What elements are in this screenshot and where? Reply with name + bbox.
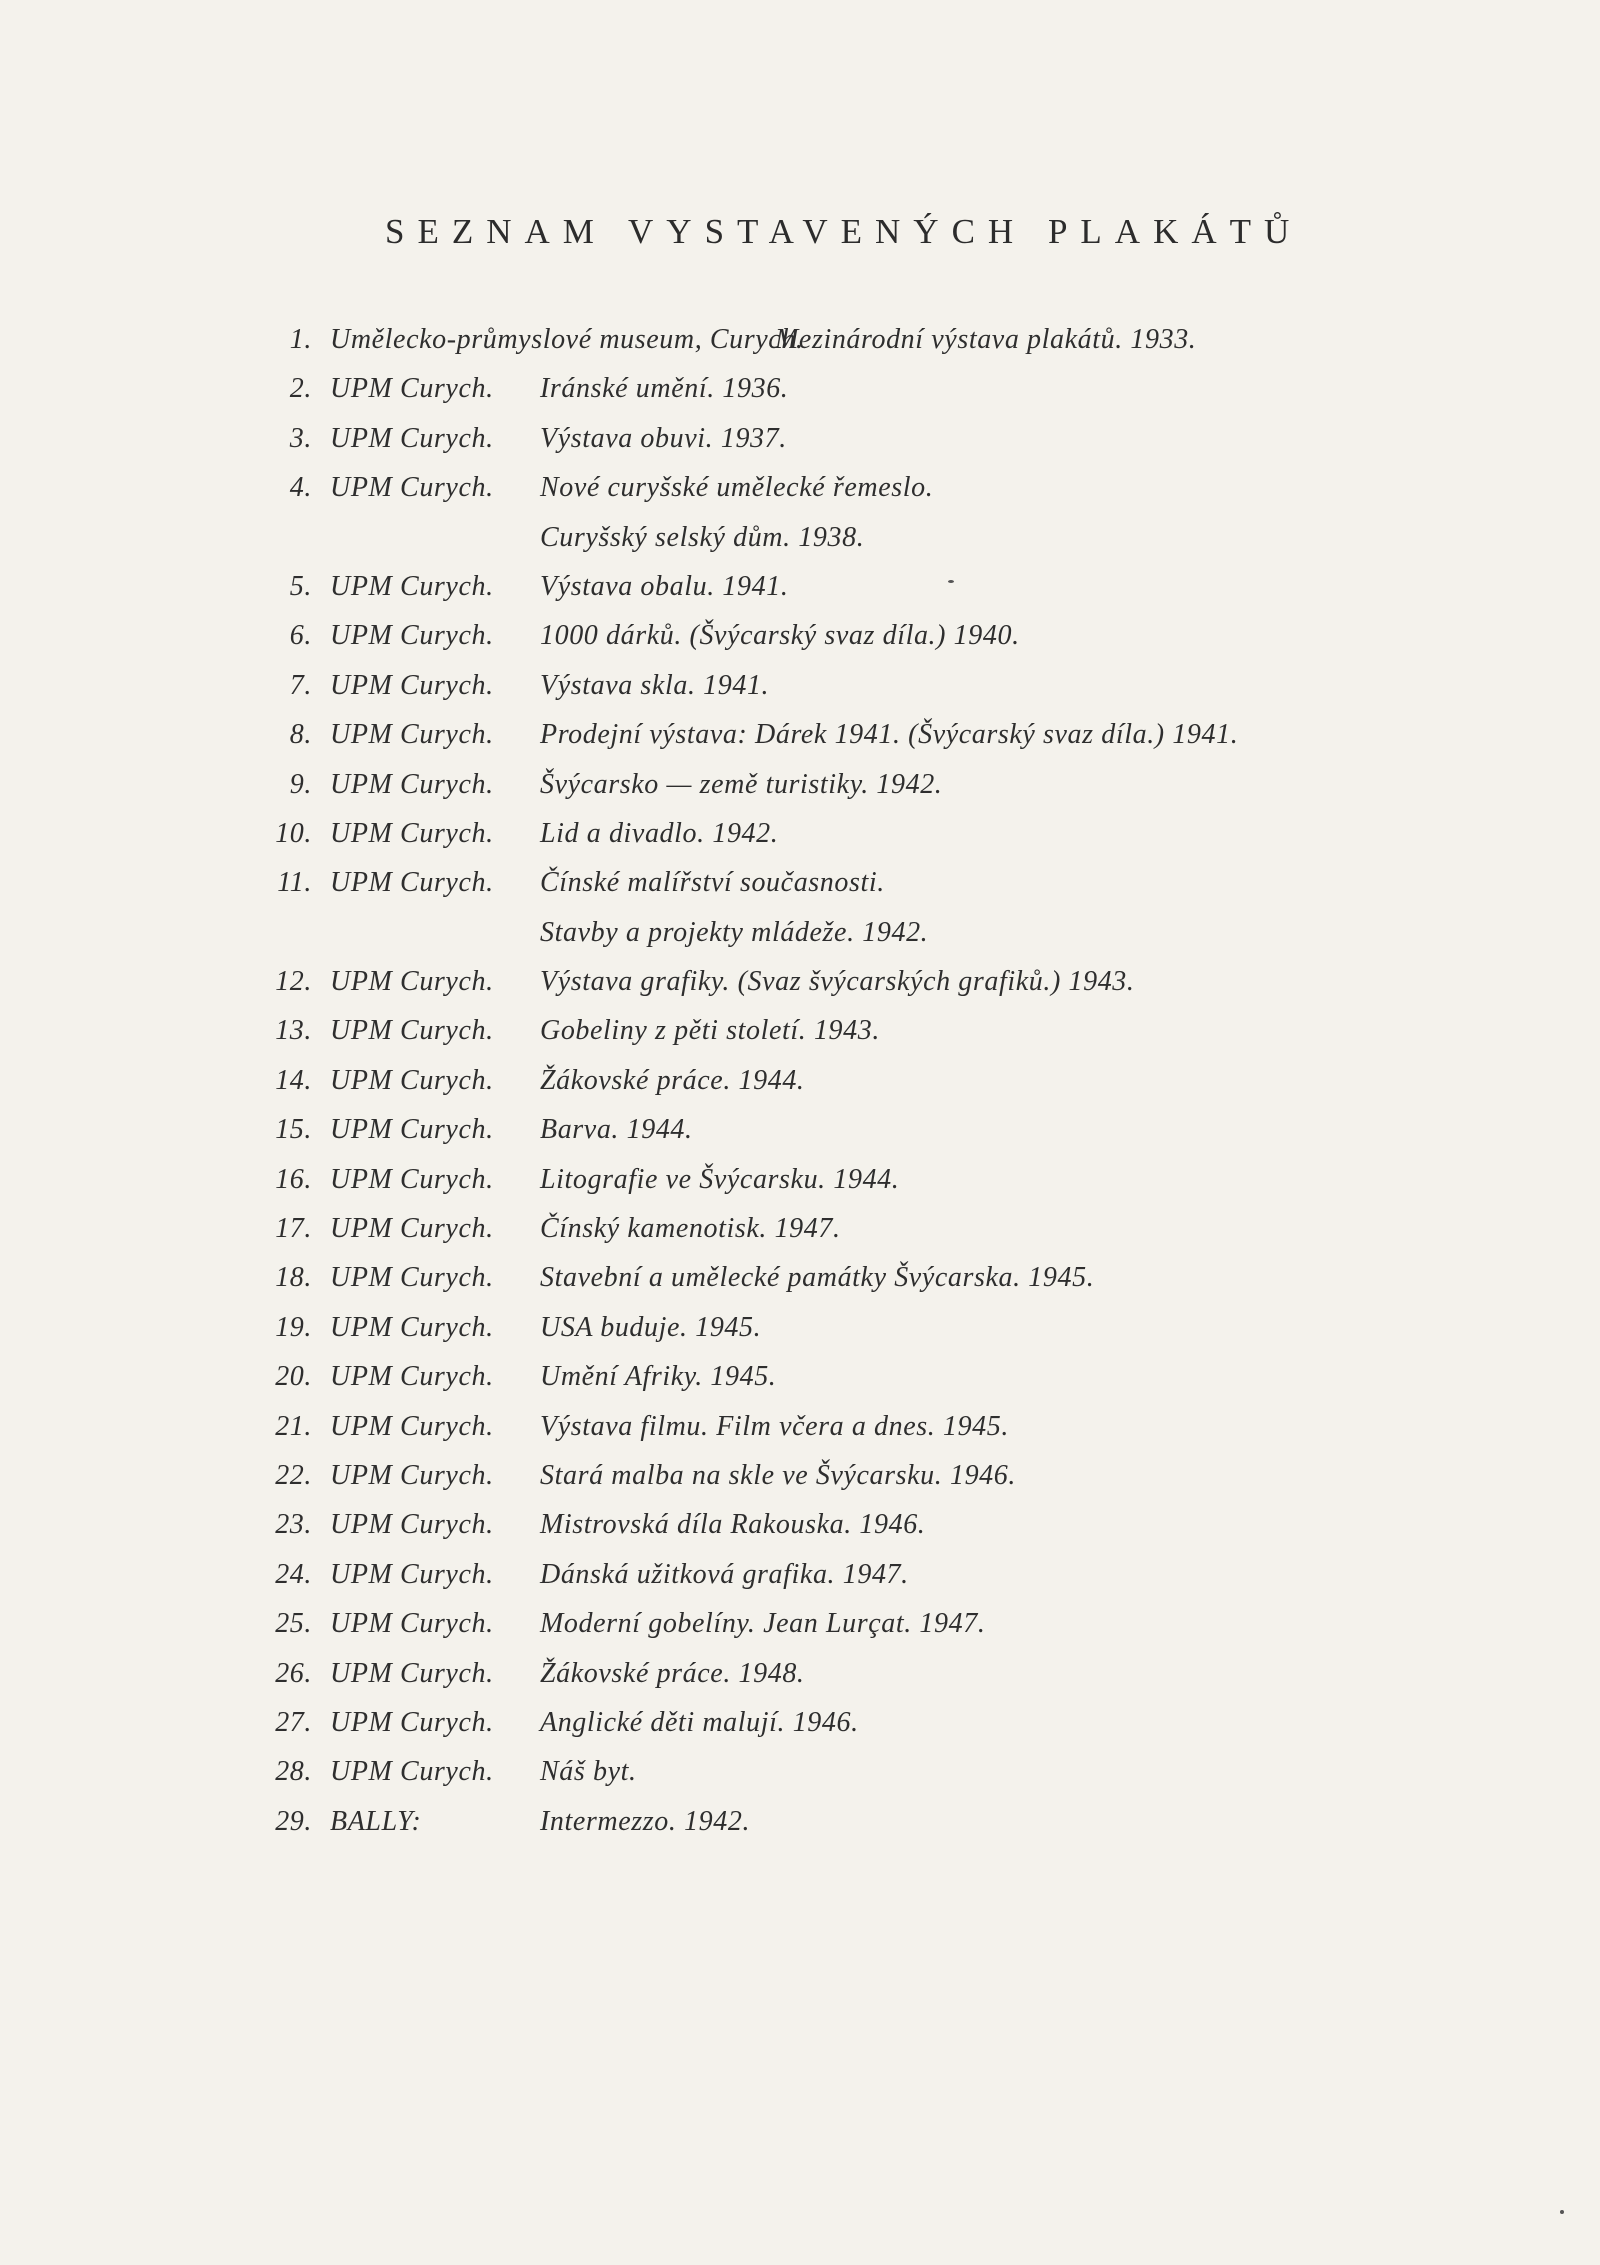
list-item — [250, 1303, 1450, 1352]
item-exhibition-title: Výstava skla. 1941. — [540, 669, 770, 701]
item-institution: UPM Curych. — [330, 1311, 494, 1343]
item-number: 9. — [289, 768, 312, 800]
paper-speck — [948, 580, 954, 583]
list-item — [250, 1550, 1450, 1599]
item-institution: UPM Curych. — [330, 768, 494, 800]
poster-list — [250, 315, 1450, 1846]
item-institution: UPM Curych. — [330, 422, 494, 454]
item-institution: UPM Curych. — [330, 1756, 494, 1788]
item-number: 25. — [275, 1608, 312, 1640]
item-institution: Umělecko-průmyslové museum, Curych. — [330, 324, 804, 355]
item-number: 13. — [275, 1015, 312, 1047]
item-exhibition-title: Iránské umění. 1936. — [540, 373, 789, 405]
item-institution: BALLY: — [330, 1805, 422, 1837]
list-item — [250, 710, 1450, 759]
item-number: 22. — [275, 1459, 312, 1491]
list-item — [250, 1402, 1450, 1451]
item-exhibition-title: Stavby a projekty mládeže. 1942. — [540, 916, 929, 948]
item-number: 10. — [275, 817, 312, 849]
item-institution: UPM Curych. — [330, 1410, 494, 1442]
item-exhibition-title: Výstava obalu. 1941. — [540, 570, 789, 602]
item-exhibition-title: 1000 dárků. (Švýcarský svaz díla.) 1940. — [540, 620, 1020, 652]
item-exhibition-title: Dánská užitková grafika. 1947. — [540, 1558, 909, 1590]
list-item — [250, 661, 1450, 710]
item-number: 19. — [275, 1311, 312, 1343]
item-number: 27. — [275, 1706, 312, 1738]
item-exhibition-title: Umění Afriky. 1945. — [540, 1361, 777, 1393]
item-institution: UPM Curych. — [330, 1114, 494, 1146]
item-exhibition-title: Výstava grafiky. (Svaz švýcarských grafiků.) 1943. — [540, 966, 1135, 998]
page-title: SEZNAM VYSTAVENÝCH PLAKÁTŮ — [385, 212, 1303, 251]
item-exhibition-title: Výstava obuvi. 1937. — [540, 422, 787, 454]
list-item — [250, 364, 1450, 413]
item-exhibition-title: Náš byt. — [540, 1756, 637, 1788]
item-institution: UPM Curych. — [330, 1015, 494, 1047]
item-institution: UPM Curych. — [330, 620, 494, 652]
item-exhibition-title: Švýcarsko — země turistiky. 1942. — [540, 768, 943, 800]
list-item — [250, 957, 1450, 1006]
item-institution: UPM Curych. — [330, 1706, 494, 1738]
item-institution: UPM Curych. — [330, 1459, 494, 1491]
list-item — [250, 1204, 1450, 1253]
item-exhibition-title: Curyšský selský dům. 1938. — [540, 521, 865, 553]
list-item — [250, 315, 1450, 364]
item-exhibition-title: Anglické děti malují. 1946. — [540, 1706, 859, 1738]
list-item — [250, 1352, 1450, 1401]
item-number: 21. — [275, 1410, 312, 1442]
item-institution: UPM Curych. — [330, 1657, 494, 1689]
item-number: 1. — [289, 324, 312, 355]
item-number: 23. — [275, 1509, 312, 1541]
list-item — [250, 562, 1450, 611]
paper-speck — [1560, 2210, 1564, 2214]
item-exhibition-title: Žákovské práce. 1944. — [540, 1064, 805, 1096]
list-item — [250, 1649, 1450, 1698]
list-item — [250, 1698, 1450, 1747]
item-institution: UPM Curych. — [330, 373, 494, 405]
list-item — [250, 611, 1450, 660]
item-institution: UPM Curych. — [330, 719, 494, 751]
item-number: 14. — [275, 1064, 312, 1096]
list-item — [250, 463, 1450, 512]
item-number: 12. — [275, 966, 312, 998]
item-exhibition-title: Stavební a umělecké památky Švýcarska. 1945. — [540, 1262, 1095, 1294]
item-exhibition-title: Barva. 1944. — [540, 1114, 693, 1146]
list-item — [250, 1155, 1450, 1204]
item-institution: UPM Curych. — [330, 966, 494, 998]
item-exhibition-title: Čínské malířství současnosti. — [540, 867, 885, 899]
item-number: 3. — [289, 422, 312, 454]
item-institution: UPM Curych. — [330, 1608, 494, 1640]
list-item — [250, 1451, 1450, 1500]
list-item — [250, 1105, 1450, 1154]
item-number: 2. — [289, 373, 312, 405]
item-number: 6. — [289, 620, 312, 652]
item-exhibition-title: Gobeliny z pěti století. 1943. — [540, 1015, 880, 1047]
list-item — [250, 858, 1450, 907]
item-institution: UPM Curych. — [330, 1213, 494, 1245]
list-item-continuation — [250, 908, 1450, 957]
list-item — [250, 414, 1450, 463]
list-item-continuation — [250, 513, 1450, 562]
item-institution: UPM Curych. — [330, 867, 494, 899]
item-number: 26. — [275, 1657, 312, 1689]
item-institution: UPM Curych. — [330, 1509, 494, 1541]
item-exhibition-title: USA buduje. 1945. — [540, 1311, 762, 1343]
item-institution: UPM Curych. — [330, 1064, 494, 1096]
item-exhibition-title: Intermezzo. 1942. — [540, 1805, 751, 1837]
list-item — [250, 1797, 1450, 1846]
item-exhibition-title: Mezinárodní výstava plakátů. 1933. — [775, 324, 1197, 355]
list-item — [250, 1747, 1450, 1796]
item-institution: UPM Curych. — [330, 1361, 494, 1393]
item-exhibition-title: Moderní gobelíny. Jean Lurçat. 1947. — [540, 1608, 986, 1640]
list-item — [250, 1253, 1450, 1302]
item-institution: UPM Curych. — [330, 669, 494, 701]
item-exhibition-title: Výstava filmu. Film včera a dnes. 1945. — [540, 1410, 1009, 1442]
item-exhibition-title: Prodejní výstava: Dárek 1941. (Švýcarský svaz díla.) 1941. — [540, 719, 1239, 751]
list-item — [250, 760, 1450, 809]
item-institution: UPM Curych. — [330, 1262, 494, 1294]
item-institution: UPM Curych. — [330, 817, 494, 849]
item-exhibition-title: Mistrovská díla Rakouska. 1946. — [540, 1509, 926, 1541]
list-item — [250, 1006, 1450, 1055]
item-institution: UPM Curych. — [330, 570, 494, 602]
item-institution: UPM Curych. — [330, 1163, 494, 1195]
item-number: 20. — [275, 1361, 312, 1393]
item-number: 4. — [289, 472, 312, 504]
list-item — [250, 1056, 1450, 1105]
item-number: 5. — [289, 570, 312, 602]
item-institution: UPM Curych. — [330, 472, 494, 504]
item-exhibition-title: Čínský kamenotisk. 1947. — [540, 1213, 841, 1245]
item-exhibition-title: Stará malba na skle ve Švýcarsku. 1946. — [540, 1459, 1016, 1491]
item-number: 24. — [275, 1558, 312, 1590]
item-number: 16. — [275, 1163, 312, 1195]
list-item — [250, 809, 1450, 858]
item-exhibition-title: Litografie ve Švýcarsku. 1944. — [540, 1163, 900, 1195]
item-number: 11. — [277, 867, 312, 899]
item-institution: UPM Curych. — [330, 1558, 494, 1590]
item-exhibition-title: Žákovské práce. 1948. — [540, 1657, 805, 1689]
item-exhibition-title: Nové curyšské umělecké řemeslo. — [540, 472, 934, 504]
list-item — [250, 1500, 1450, 1549]
item-number: 7. — [289, 669, 312, 701]
item-number: 28. — [275, 1756, 312, 1788]
item-number: 17. — [275, 1213, 312, 1245]
item-number: 8. — [289, 719, 312, 751]
list-item — [250, 1599, 1450, 1648]
item-number: 29. — [275, 1805, 312, 1837]
item-number: 15. — [275, 1114, 312, 1146]
item-number: 18. — [275, 1262, 312, 1294]
item-exhibition-title: Lid a divadlo. 1942. — [540, 817, 779, 849]
